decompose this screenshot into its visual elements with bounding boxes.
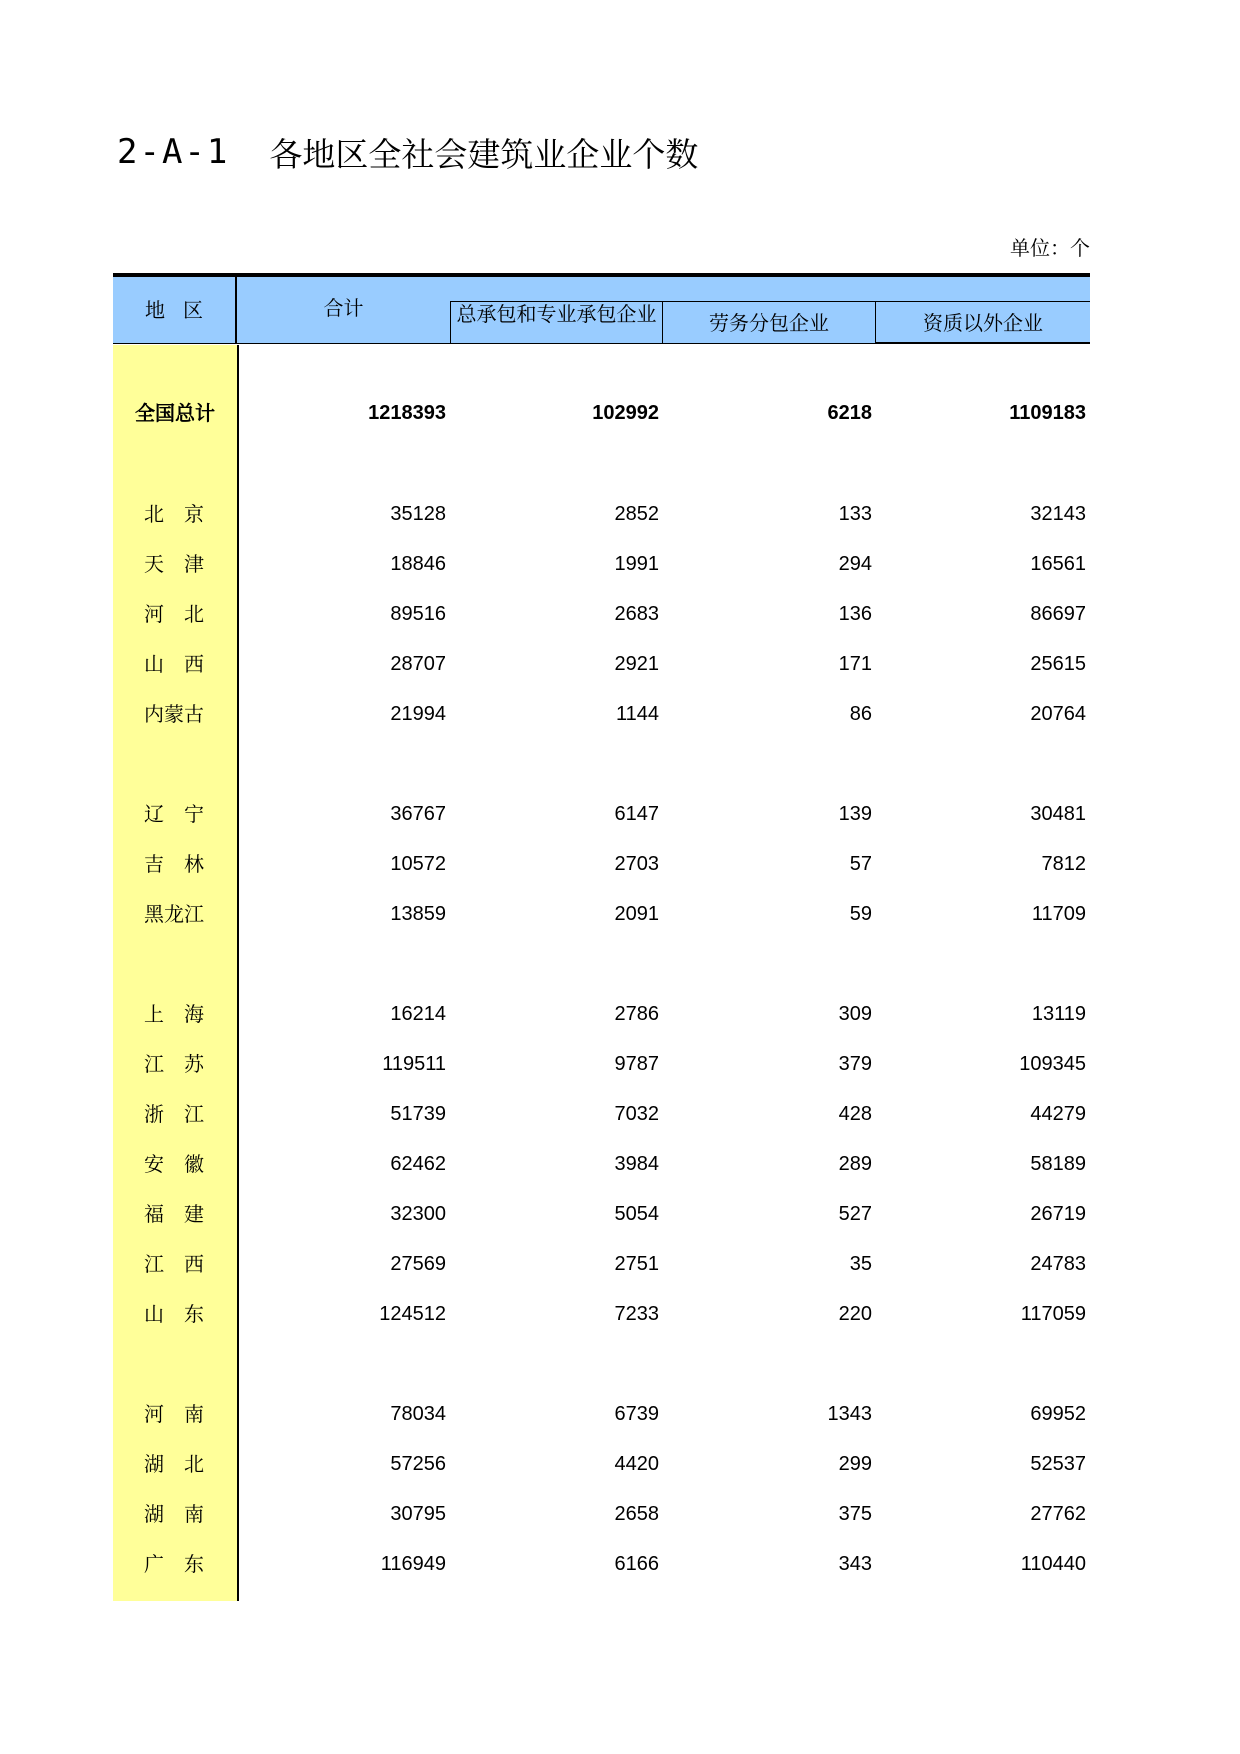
- region-name: 江 西: [144, 1252, 204, 1276]
- general-specialized-value: 2658: [614, 1503, 659, 1525]
- total-value: 35128: [390, 503, 446, 525]
- labor-subcontract-value: 171: [838, 653, 872, 675]
- total-value: 21994: [390, 703, 446, 725]
- region-name: 安 徽: [144, 1152, 204, 1176]
- non-qualified-value: 44279: [1030, 1103, 1086, 1125]
- total-value: 116949: [380, 1553, 446, 1575]
- labor-subcontract-value: 379: [838, 1053, 872, 1075]
- table-row: [113, 1096, 1090, 1132]
- labor-subcontract-value: 428: [838, 1103, 872, 1125]
- table-row: [113, 796, 1090, 832]
- non-qualified-value: 32143: [1030, 503, 1086, 525]
- region-name: 黑龙江: [144, 902, 204, 926]
- labor-subcontract-value: 343: [838, 1553, 872, 1575]
- non-qualified-value: 11709: [1031, 903, 1086, 925]
- labor-subcontract-value: 133: [838, 503, 872, 525]
- region-name: 山 东: [144, 1302, 204, 1326]
- general-specialized-value: 6739: [614, 1403, 659, 1425]
- non-qualified-value: 109345: [1019, 1053, 1086, 1075]
- unit-label: 单位：个: [1010, 236, 1090, 260]
- total-value: 36767: [390, 803, 446, 825]
- general-specialized-value: 7233: [614, 1303, 659, 1325]
- total-value: 62462: [390, 1153, 446, 1175]
- region-name: 湖 南: [144, 1502, 204, 1526]
- total-value: 32300: [390, 1203, 446, 1225]
- non-qualified-value: 27762: [1030, 1503, 1086, 1525]
- general-specialized-value: 2786: [614, 1003, 659, 1025]
- labor-subcontract-value: 299: [838, 1453, 872, 1475]
- table-code: 2-A-1: [117, 132, 230, 172]
- table-row: [113, 846, 1090, 882]
- table-row: [113, 546, 1090, 582]
- total-value: 89516: [390, 603, 446, 625]
- header-labor-subcontract: 劳务分包企业: [663, 301, 876, 343]
- non-qualified-value: 1109183: [1009, 402, 1086, 424]
- non-qualified-value: 13119: [1031, 1003, 1086, 1025]
- general-specialized-value: 3984: [614, 1153, 659, 1175]
- total-value: 78034: [390, 1403, 446, 1425]
- header-total: 合计: [323, 296, 364, 320]
- total-value: 30795: [390, 1503, 446, 1525]
- table-row: [113, 1196, 1090, 1232]
- general-specialized-value: 6147: [614, 803, 659, 825]
- total-value: 1218393: [368, 402, 446, 424]
- general-specialized-value: 2852: [614, 503, 659, 525]
- region-name: 湖 北: [144, 1452, 204, 1476]
- region-name: 江 苏: [144, 1052, 204, 1076]
- non-qualified-value: 58189: [1030, 1153, 1086, 1175]
- region-name: 上 海: [144, 1002, 204, 1026]
- labor-subcontract-value: 1343: [827, 1403, 872, 1425]
- table-row: [113, 1246, 1090, 1282]
- general-specialized-value: 9787: [614, 1053, 659, 1075]
- table-row: [113, 896, 1090, 932]
- non-qualified-value: 20764: [1030, 703, 1086, 725]
- region-name: 天 津: [144, 552, 204, 576]
- page-title: [117, 128, 698, 176]
- table-row: [113, 596, 1090, 632]
- region-name: 吉 林: [144, 852, 204, 876]
- table-row: [113, 696, 1090, 732]
- table-row: [113, 496, 1090, 532]
- total-value: 16214: [390, 1003, 446, 1025]
- header-non-qualified: 资质以外企业: [876, 301, 1090, 343]
- labor-subcontract-value: 309: [838, 1003, 872, 1025]
- non-qualified-value: 24783: [1030, 1253, 1086, 1275]
- region-name: 河 南: [144, 1402, 204, 1426]
- total-value: 27569: [390, 1253, 446, 1275]
- table-row: [113, 646, 1090, 682]
- region-name: 辽 宁: [144, 802, 204, 826]
- total-value: 13859: [390, 903, 446, 925]
- labor-subcontract-value: 59: [849, 903, 872, 925]
- total-value: 124512: [379, 1303, 446, 1325]
- table-row: [113, 1296, 1090, 1332]
- general-specialized-value: 7032: [614, 1103, 659, 1125]
- table-row: [113, 1546, 1090, 1582]
- non-qualified-value: 25615: [1030, 653, 1086, 675]
- labor-subcontract-value: 57: [849, 853, 872, 875]
- table-row: [113, 1496, 1090, 1532]
- non-qualified-value: 117059: [1020, 1303, 1086, 1325]
- table-row: [113, 1146, 1090, 1182]
- non-qualified-value: 16561: [1030, 553, 1086, 575]
- table-row: [113, 1046, 1090, 1082]
- general-specialized-value: 1991: [614, 553, 659, 575]
- table-row: [113, 1446, 1090, 1482]
- labor-subcontract-value: 220: [838, 1303, 872, 1325]
- labor-subcontract-value: 35: [849, 1253, 872, 1275]
- total-value: 18846: [390, 553, 446, 575]
- general-specialized-value: 5054: [614, 1203, 659, 1225]
- non-qualified-value: 52537: [1030, 1453, 1086, 1475]
- labor-subcontract-value: 136: [838, 603, 872, 625]
- total-value: 57256: [390, 1453, 446, 1475]
- general-specialized-value: 2921: [614, 653, 659, 675]
- region-name: 广 东: [144, 1552, 204, 1576]
- general-specialized-value: 102992: [592, 402, 659, 424]
- general-specialized-value: 2751: [614, 1253, 659, 1275]
- labor-subcontract-value: 139: [838, 803, 872, 825]
- labor-subcontract-value: 86: [849, 703, 872, 725]
- region-name: 福 建: [144, 1202, 204, 1226]
- general-specialized-value: 2683: [614, 603, 659, 625]
- region-name: 浙 江: [144, 1102, 204, 1126]
- table-title: 各地区全社会建筑业企业个数: [269, 134, 699, 174]
- labor-subcontract-value: 375: [838, 1503, 872, 1525]
- total-value: 28707: [390, 653, 446, 675]
- table-header: [113, 277, 1090, 344]
- labor-subcontract-value: 294: [838, 553, 872, 575]
- table-row: [113, 996, 1090, 1032]
- general-specialized-value: 2703: [614, 853, 659, 875]
- general-specialized-value: 4420: [614, 1453, 659, 1475]
- header-general-specialized: 总承包和专业承包企业: [450, 301, 663, 343]
- region-name: 北 京: [144, 502, 204, 526]
- total-value: 51739: [390, 1103, 446, 1125]
- region-name: 河 北: [144, 602, 204, 626]
- general-specialized-value: 6166: [614, 1553, 659, 1575]
- header-region: 地区: [113, 277, 237, 343]
- non-qualified-value: 86697: [1030, 603, 1086, 625]
- non-qualified-value: 30481: [1030, 803, 1086, 825]
- national-total-row: [113, 395, 1090, 431]
- non-qualified-value: 110440: [1020, 1553, 1086, 1575]
- non-qualified-value: 69952: [1030, 1403, 1086, 1425]
- general-specialized-value: 2091: [614, 903, 659, 925]
- labor-subcontract-value: 6218: [827, 402, 872, 424]
- total-value: 119511: [382, 1053, 446, 1075]
- region-name: 全国总计: [135, 401, 215, 425]
- labor-subcontract-value: 527: [838, 1203, 872, 1225]
- region-name: 内蒙古: [144, 702, 204, 726]
- labor-subcontract-value: 289: [838, 1153, 872, 1175]
- region-name: 山 西: [144, 652, 204, 676]
- non-qualified-value: 7812: [1041, 853, 1086, 875]
- table-row: [113, 1396, 1090, 1432]
- total-value: 10572: [390, 853, 446, 875]
- non-qualified-value: 26719: [1030, 1203, 1086, 1225]
- general-specialized-value: 1144: [615, 703, 659, 725]
